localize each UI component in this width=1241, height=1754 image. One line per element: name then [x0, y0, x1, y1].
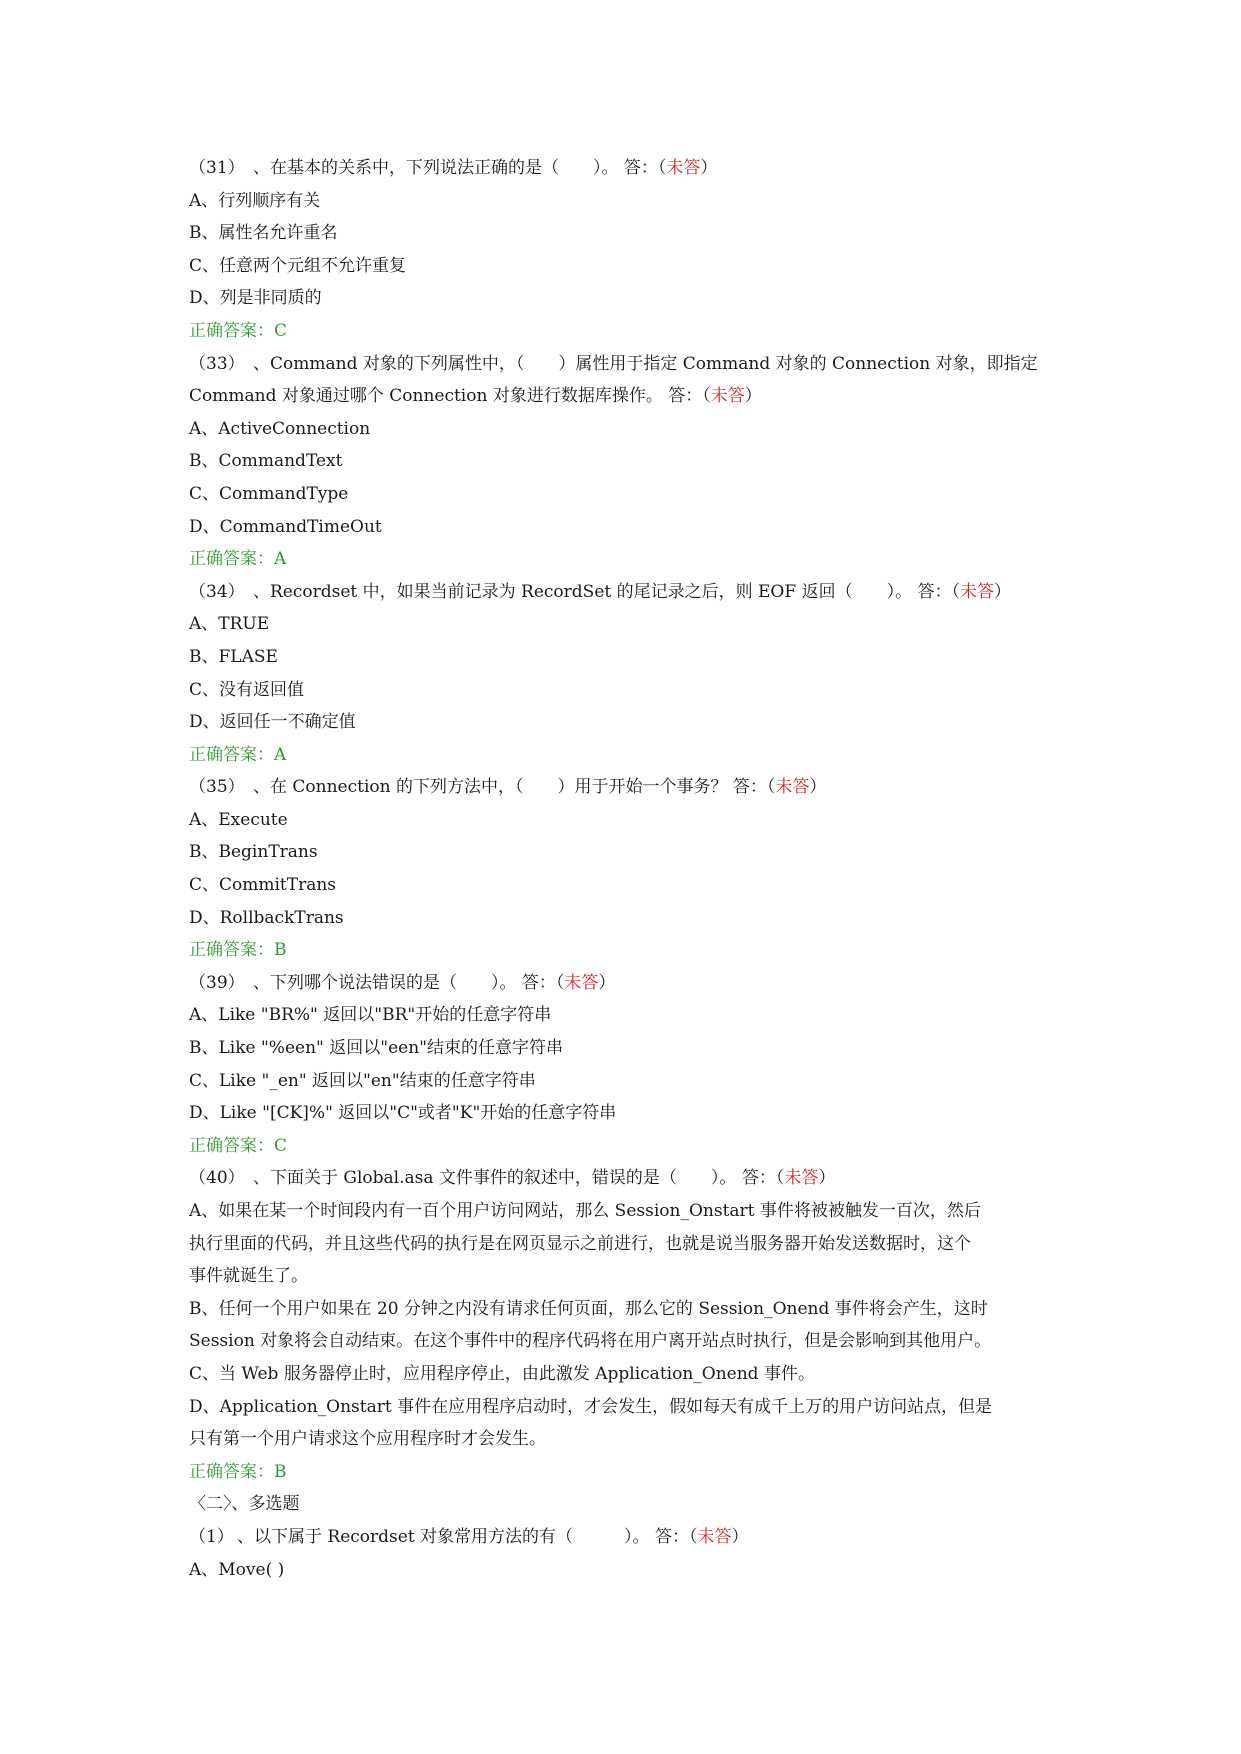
correct-answer: 正确答案：C	[189, 320, 288, 341]
question-40-stem	[189, 1162, 1069, 1195]
answer-label: 答：（	[668, 386, 711, 407]
option-a: A、Execute	[189, 809, 288, 830]
question-text: 、Command 对象的下列属性中，（ ）属性用于指定 Command 对象的 Connection 对象，即指定	[253, 353, 1038, 374]
option-c: C、任意两个元组不允许重复	[189, 255, 407, 276]
option-b: B、属性名允许重名	[189, 223, 338, 244]
answer-close: ）	[744, 386, 762, 407]
question-number: （1）	[189, 1526, 234, 1547]
question-text: 、下列哪个说法错误的是（ ）。	[253, 972, 517, 993]
correct-answer: 正确答案：C	[189, 1135, 288, 1156]
option-c: C、CommitTrans	[189, 875, 337, 896]
option-b: B、CommandText	[189, 451, 343, 472]
question-34-stem	[189, 576, 1069, 609]
correct-answer: 正确答案：A	[189, 744, 287, 765]
option-a: A、Like "BR%" 返回以"BR"开始的任意字符串	[189, 1005, 552, 1026]
answer-label: 答：（	[654, 1526, 698, 1547]
option-b: B、FLASE	[189, 646, 278, 667]
question-35-stem	[189, 771, 1069, 804]
answer-close: ）	[598, 972, 616, 993]
question-text: 、下面关于 Global.asa 文件事件的叙述中，错误的是（ ）。	[253, 1168, 737, 1189]
question-31-stem	[189, 152, 1069, 185]
option-b: B、BeginTrans	[189, 842, 318, 863]
option-c: C、Like "_en" 返回以"en"结束的任意字符串	[189, 1070, 536, 1091]
correct-answer: 正确答案：B	[189, 1461, 287, 1482]
answer-label: 答：（	[521, 972, 565, 993]
option-d: D、Like "[CK]%" 返回以"C"或者"K"开始的任意字符串	[189, 1103, 617, 1124]
question-number: （31）	[189, 158, 245, 178]
option-a-line-2: 执行里面的代码，并且这些代码的执行是在网页显示之前进行，也就是说当服务器开始发送数据时，这个	[189, 1233, 971, 1254]
option-d-line-2: 只有第一个用户请求这个应用程序时才会发生。	[189, 1429, 546, 1450]
question-text: 、Recordset 中，如果当前记录为 RecordSet 的尾记录之后，则 EOF 返回（ ）。	[253, 581, 913, 602]
answer-status: 未答	[697, 1526, 732, 1547]
section-heading: 〈二〉、多选题	[189, 1494, 300, 1515]
option-d: D、CommandTimeOut	[189, 516, 382, 537]
answer-status: 未答	[775, 777, 810, 798]
option-d: D、返回任一不确定值	[189, 712, 356, 733]
answer-close: ）	[809, 777, 827, 798]
question-text: 、以下属于 Recordset 对象常用方法的有（ ）。	[237, 1526, 650, 1547]
question-number: （34）	[189, 581, 245, 602]
correct-answer: 正确答案：A	[189, 549, 287, 570]
option-a: A、TRUE	[189, 614, 270, 635]
option-a-line-3: 事件就诞生了。	[189, 1266, 308, 1287]
option-b: B、Like "%een" 返回以"een"结束的任意字符串	[189, 1038, 563, 1059]
option-c-line-1: C、当 Web 服务器停止时，应用程序停止，由此激发 Application_Onend 事件。	[189, 1363, 815, 1384]
option-a: A、Move( )	[189, 1559, 285, 1580]
question-number: （35）	[189, 777, 245, 798]
option-d: D、列是非同质的	[189, 288, 322, 309]
option-c: C、没有返回值	[189, 679, 305, 700]
option-b-line-2: Session 对象将会自动结束。在这个事件中的程序代码将在用户离开站点时执行，但是会影响到其他用户。	[189, 1331, 992, 1352]
option-a: A、行列顺序有关	[189, 190, 321, 211]
answer-status: 未答	[959, 581, 994, 602]
question-39-stem	[189, 967, 1069, 1000]
answer-close: ）	[818, 1168, 836, 1189]
option-d: D、RollbackTrans	[189, 907, 344, 928]
answer-close: ）	[731, 1526, 749, 1547]
correct-answer: 正确答案：B	[189, 940, 287, 961]
answer-close: ）	[700, 158, 718, 178]
answer-label: 答：（	[741, 1168, 785, 1189]
question-text: 、在 Connection 的下列方法中，（ ）用于开始一个事务？	[253, 777, 728, 798]
answer-close: ）	[993, 581, 1011, 602]
answer-label: 答：（	[623, 158, 667, 178]
answer-label: 答：（	[917, 581, 960, 602]
option-a-line-1: A、如果在某一个时间段内有一百个用户访问网站，那么 Session_Onstart 事件将被被触发一百次，然后	[189, 1201, 981, 1221]
answer-status: 未答	[564, 972, 599, 993]
option-d-line-1: D、Application_Onstart 事件在应用程序启动时，才会发生，假如每天有成千上万的用户访问站点，但是	[189, 1396, 993, 1417]
answer-status: 未答	[710, 386, 745, 407]
option-c: C、CommandType	[189, 483, 349, 504]
answer-status: 未答	[784, 1168, 819, 1189]
option-a: A、ActiveConnection	[189, 418, 371, 439]
answer-status: 未答	[666, 158, 701, 178]
question-text: 、在基本的关系中，下列说法正确的是（ ）。	[253, 158, 619, 178]
question-number: （39）	[189, 972, 245, 993]
document-page	[189, 152, 1069, 1586]
question-number: （33）	[189, 353, 245, 374]
question-number: （40）	[189, 1168, 245, 1189]
option-b-line-1: B、任何一个用户如果在 20 分钟之内没有请求任何页面，那么它的 Session_Onend 事件将会产生，这时	[189, 1298, 988, 1319]
question-multi-1-stem	[189, 1521, 1069, 1554]
question-33-stem	[189, 348, 1069, 381]
question-text-continued: Command 对象通过哪个 Connection 对象进行数据库操作。	[189, 386, 663, 407]
question-33-stem-continued	[189, 380, 1069, 413]
answer-label: 答：（	[732, 777, 776, 798]
